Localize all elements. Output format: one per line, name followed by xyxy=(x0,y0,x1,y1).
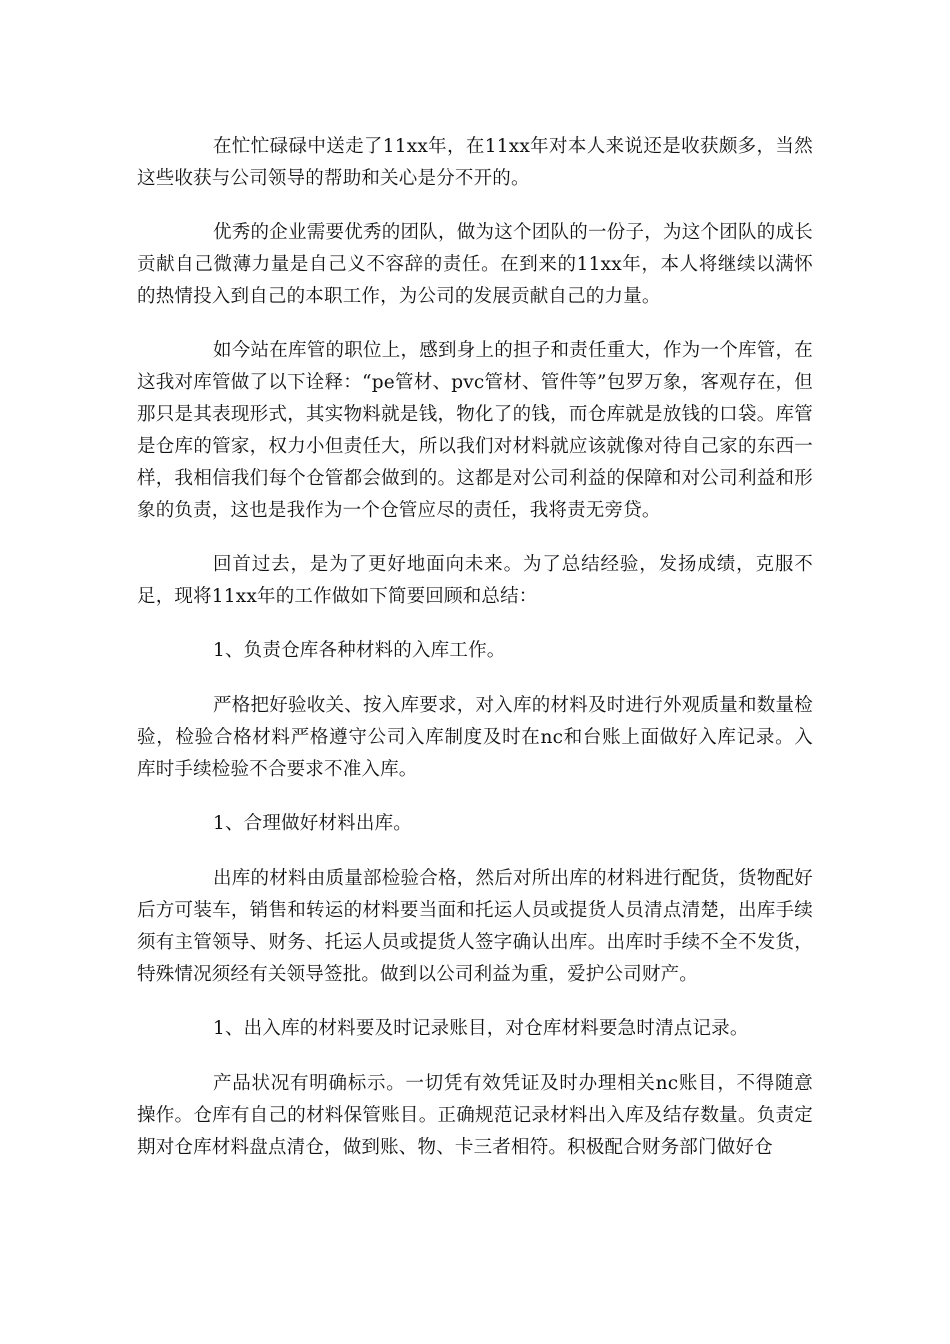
heading-outbound: 1、合理做好材料出库。 xyxy=(213,813,412,834)
document-page xyxy=(137,131,813,1186)
paragraph-role: 如今站在库管的职位上，感到身上的担子和责任重大，作为一个库管，在这我对库管做了以下诠释：“pe管材、pvc管材、管件等”包罗万象，客观存在，但那只是其表现形式，其实物料就是钱，物化了的钱，而仓库就是放钱的口袋。库管是仓库的管家，权力小但责任大，所以我们对材料就应该就像对待自己家的东西一样，我相信我们每个仓管都会做到的。这都是对公司利益的保障和对公司利益和形象的负责，这也是我作为一个仓管应尽的责任，我将责无旁贷。 xyxy=(137,340,813,521)
paragraph-inbound: 严格把好验收关、按入库要求，对入库的材料及时进行外观质量和数量检验，检验合格材料严格遵守公司入库制度及时在nc和台账上面做好入库记录。入库时手续检验不合要求不准入库。 xyxy=(137,695,813,780)
paragraph-records: 产品状况有明确标示。一切凭有效凭证及时办理相关nc账目，不得随意操作。仓库有自己的材料保管账目。正确规范记录材料出入库及结存数量。负责定期对仓库材料盘点清仓，做到账、物、卡三者相符。积极配合财务部门做好仓 xyxy=(137,1073,813,1158)
heading-records: 1、出入库的材料要及时记录账目，对仓库材料要急时清点记录。 xyxy=(213,1018,749,1039)
heading-inbound: 1、负责仓库各种材料的入库工作。 xyxy=(213,640,506,661)
paragraph-intro: 在忙忙碌碌中送走了11xx年，在11xx年对本人来说还是收获颇多，当然这些收获与公司领导的帮助和关心是分不开的。 xyxy=(137,136,813,189)
paragraph-outbound: 出库的材料由质量部检验合格，然后对所出库的材料进行配货，货物配好后方可装车，销售和转运的材料要当面和托运人员或提货人员清点清楚，出库手续须有主管领导、财务、托运人员或提货人签字确认出库。出库时手续不全不发货，特殊情况须经有关领导签批。做到以公司利益为重，爱护公司财产。 xyxy=(137,868,813,985)
paragraph-review: 回首过去，是为了更好地面向未来。为了总结经验，发扬成绩，克服不足，现将11xx年的工作做如下简要回顾和总结： xyxy=(137,554,813,607)
paragraph-team: 优秀的企业需要优秀的团队，做为这个团队的一份子，为这个团队的成长贡献自己微薄力量是自己义不容辞的责任。在到来的11xx年，本人将继续以满怀的热情投入到自己的本职工作，为公司的发展贡献自己的力量。 xyxy=(137,222,813,307)
